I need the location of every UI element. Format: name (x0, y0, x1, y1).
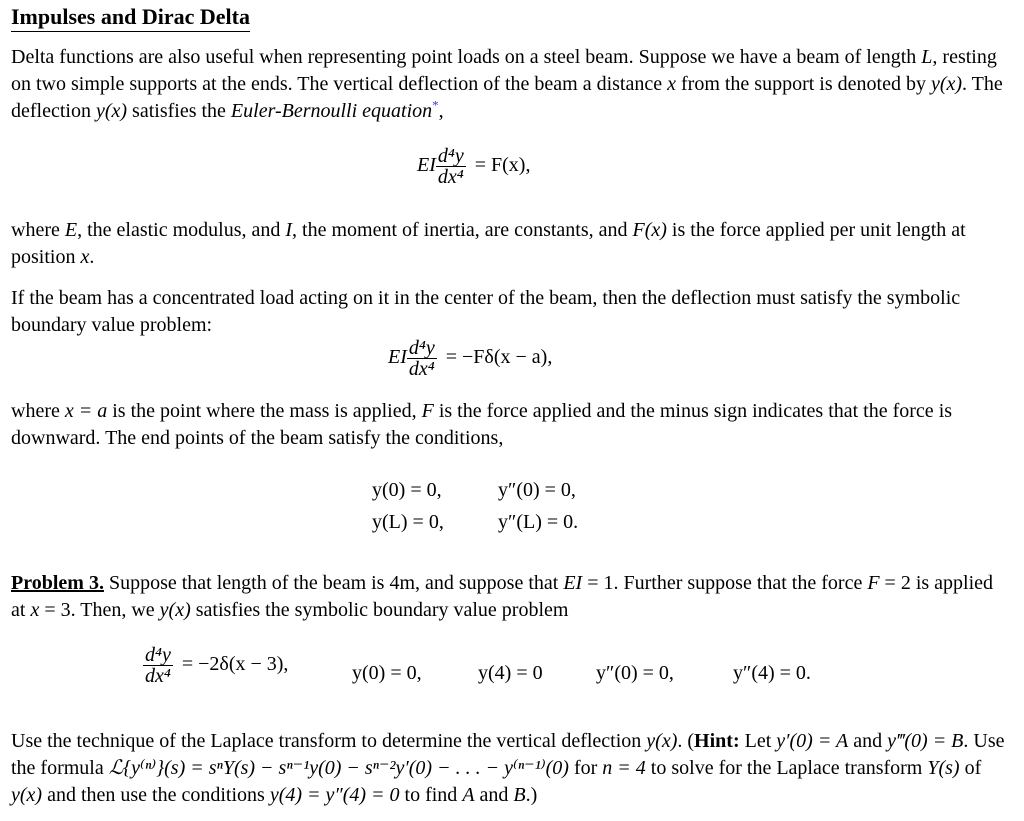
footnote-star-link[interactable]: * (432, 97, 439, 113)
where-paragraph-1: where E, the elastic modulus, and I, the moment of inertia, are constants, and F(x) is the force applied per unit length at position x. (11, 219, 966, 268)
problem-paragraph: Problem 3. Suppose that length of the beam is 4m, and suppose that EI = 1. Further suppose that the force F = 2 is applied at x = 3. Then, we y(x) satisfies the symbolic boundary value problem (11, 572, 994, 621)
bc-yL: y(L) = 0, (372, 511, 444, 533)
concentrated-load-paragraph: If the beam has a concentrated load acting on it in the center of the beam, then the deflection must satisfy the symbolic boundary value problem: (11, 287, 961, 336)
hint-label: Hint: (694, 730, 740, 752)
intro-paragraph: Delta functions are also useful when representing point loads on a steel beam. Suppose we have a beam of length L, resting on two simple supports at the ends. The vertical deflection of the beam a distance x from the support is denoted by y(x). The deflection y(x) satisfies the Euler-Bernoulli equation*, (11, 46, 1003, 122)
problem-bc-ypp0: y″(0) = 0, (596, 662, 674, 684)
problem-bc-y0: y(0) = 0, (352, 662, 422, 684)
problem-label: Problem 3. (11, 572, 104, 594)
euler-bernoulli-link[interactable]: Euler-Bernoulli equation (230, 100, 433, 122)
section-title: Impulses and Dirac Delta (11, 3, 250, 32)
problem-bc-y4: y(4) = 0 (478, 662, 543, 684)
where-paragraph-2: where x = a is the point where the mass is applied, F is the force applied and the minus sign indicates that the force is downward. The end points of the beam satisfy the conditions, (11, 400, 953, 449)
problem-bc-ypp4: y″(4) = 0. (733, 662, 811, 684)
euler-bernoulli-equation: EI $\frac{\text{d⁴y}}{\text{dx⁴}}$ = F(x), (417, 145, 531, 188)
bc-ypp0: y″(0) = 0, (498, 479, 576, 501)
laplace-formula: ℒ{y⁽ⁿ⁾}(s) = sⁿY(s) − sⁿ⁻¹y(0) − sⁿ⁻²y′(0) − . . . − y⁽ⁿ⁻¹⁾(0) (108, 757, 569, 779)
point-load-equation: EI $\frac{\text{d⁴y}}{\text{dx⁴}}$ = −Fδ(x − a), (388, 337, 553, 380)
bc-yppL: y″(L) = 0. (498, 511, 579, 533)
problem-equation: $\frac{\text{d⁴y}}{\text{dx⁴}}$ = −2δ(x − 3), (145, 644, 289, 687)
bc-y0: y(0) = 0, (372, 479, 442, 501)
hint-paragraph: Use the technique of the Laplace transform to determine the vertical deflection y(x). (Hint: Let y′(0) = A and y‴(0) = B. Use the formula ℒ{y⁽ⁿ⁾}(s) = sⁿY(s) − sⁿ⁻¹y(0) − sⁿ⁻²y′(0) − . . . − y⁽ⁿ⁻¹⁾(0) for n = 4 to solve for the Laplace transform Y(s) of y(x) and then use the conditions y(4) = y″(4) = 0 to find A and B.) (11, 730, 1005, 806)
